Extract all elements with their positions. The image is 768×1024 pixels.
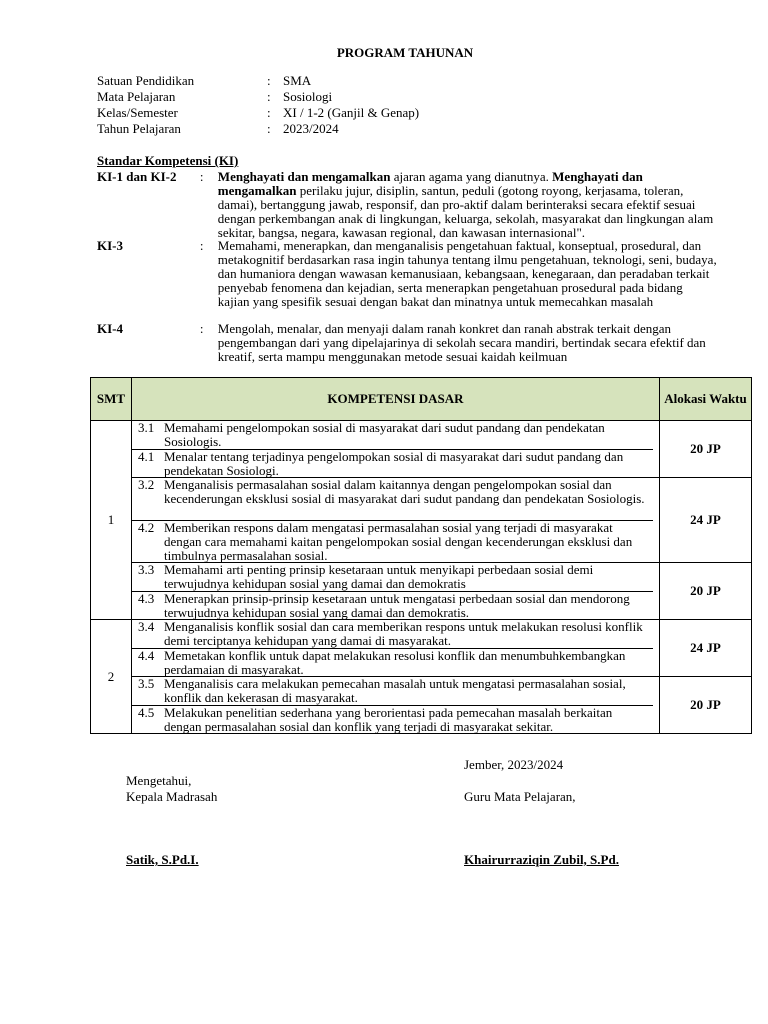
kd-cell xyxy=(132,478,660,563)
principal-title: Kepala Madrasah xyxy=(126,789,218,804)
info-row xyxy=(97,74,419,90)
alokasi-cell: 24 JP xyxy=(660,620,752,677)
table-header-row xyxy=(91,378,752,421)
ki-colon: : xyxy=(199,321,204,336)
identity-info xyxy=(97,74,419,138)
kd-text: Menerapkan prinsip-prinsip kesetaraan untuk mengatasi perbedaan sosial dan mendorong terwujudnya kehidupan sosial yang damai dan demokratis. xyxy=(164,591,630,620)
acknowledged-label: Mengetahui, xyxy=(126,773,192,788)
place-date: Jember, 2023/2024 xyxy=(464,757,564,772)
info-value: XI / 1-2 (Ganjil & Genap) xyxy=(283,105,420,120)
kd-item xyxy=(132,649,653,676)
ki-text: Mengolah, menalar, dan menyaji dalam ranah konkret dan ranah abstrak terkait dengan pengembangan dari yang dipelajarinya di sekolah secara mandiri, bertindak secara efektif dan kreatif, serta mampu menggunakan metode sesuai kaidah keilmuan xyxy=(217,321,706,364)
alokasi-cell: 20 JP xyxy=(660,421,752,478)
kompetensi-dasar-table xyxy=(90,377,752,734)
ki-4 xyxy=(97,322,717,364)
ki-colon: : xyxy=(199,238,204,253)
kd-number: 4.4 xyxy=(138,648,155,663)
kd-number: 4.5 xyxy=(138,705,155,720)
kd-item xyxy=(132,450,653,477)
kd-cell xyxy=(132,421,660,478)
page-title: PROGRAM TAHUNAN xyxy=(336,45,474,60)
info-row xyxy=(97,106,419,122)
kd-item xyxy=(132,421,653,450)
ki-colon: : xyxy=(199,169,204,184)
info-colon: : xyxy=(267,105,271,120)
table-row xyxy=(91,677,752,734)
semester-cell: 1 xyxy=(91,421,132,620)
kd-number: 3.2 xyxy=(138,477,155,492)
kd-text: Menganalisis konflik sosial dan cara memberikan respons untuk melakukan resolusi konflik demi terciptanya kehidupan yang damai di masyarakat. xyxy=(164,619,643,648)
info-label: Tahun Pelajaran xyxy=(97,121,181,136)
ki-1-2 xyxy=(97,170,717,240)
kd-item xyxy=(132,478,653,521)
header-kompetensi-dasar: KOMPETENSI DASAR xyxy=(132,378,660,421)
ki-label: KI-1 dan KI-2 xyxy=(97,169,177,184)
kd-number: 3.3 xyxy=(138,562,155,577)
kd-number: 4.3 xyxy=(138,591,155,606)
ki-text xyxy=(218,170,717,240)
info-row xyxy=(97,122,419,138)
table-row xyxy=(91,421,752,478)
ki-label: KI-4 xyxy=(97,321,123,336)
header-alokasi-waktu: Alokasi Waktu xyxy=(660,378,752,421)
ki-bold-phrase: Menghayati dan mengamalkan xyxy=(217,169,643,198)
kd-item xyxy=(132,620,653,649)
kd-item xyxy=(132,521,653,562)
kd-cell xyxy=(132,563,660,620)
kd-text: Melakukan penelitian sederhana yang berorientasi pada pemecahan masalah berkaitan dengan permasalahan sosial dan konflik yang terjadi di masyarakat sekitar. xyxy=(164,705,613,734)
ki-text: Memahami, menerapkan, dan menganalisis pengetahuan faktual, konseptual, prosedural, dan metakognitif berdasarkan rasa ingin tahunya tentang ilmu pengetahuan, teknologi, seni, budaya, dan humaniora dengan wawasan kemanusiaan, kebangsaan, kenegaraan, dan peradaban terkait penyebab fenomena dan kejadian, serta menerapkan pengetahuan prosedural pada bidang kajian yang spesifik sesuai dengan bakat dan minatnya untuk memecahkan masalah xyxy=(217,238,717,309)
ki-bold-phrase: Menghayati dan mengamalkan xyxy=(217,169,391,184)
info-value: Sosiologi xyxy=(283,89,333,104)
kd-text: Memberikan respons dalam mengatasi permasalahan sosial yang terjadi di masyarakat dengan cara memahami kaitan pengelompokan sosial dengan kecenderungan eksklusi dan timbulnya permasalahan sosial. xyxy=(164,520,633,563)
info-label: Satuan Pendidikan xyxy=(97,73,195,88)
kd-number: 3.5 xyxy=(138,676,155,691)
kd-text: Menganalisis permasalahan sosial dalam kaitannya dengan pengelompokan sosial dan kecenderungan eksklusi sosial di masyarakat dari sudut pandang dan pendekatan Sosiologis. xyxy=(164,477,645,506)
info-colon: : xyxy=(267,121,271,136)
kd-text: Menalar tentang terjadinya pengelompokan sosial di masyarakat dari sudut pandang dan pendekatan Sosiologi. xyxy=(164,449,624,478)
ki-text-part: perilaku jujur, disiplin, santun, peduli (gotong royong, kerjasama, toleran, damai), bertanggung jawab, responsif, dan pro-aktif dalam berinteraksi secara efektif sesuai dengan perkembangan anak di lingkungan, keluarga, sekolah, masyarakat dan lingkungan alam sekitar, bangsa, negara, kawasan regional, dan kawasan internasional". xyxy=(217,183,714,240)
principal-name: Satik, S.Pd.I. xyxy=(126,852,199,867)
alokasi-cell: 20 JP xyxy=(660,563,752,620)
ki-label: KI-3 xyxy=(97,238,123,253)
kd-cell xyxy=(132,677,660,734)
kd-item xyxy=(132,592,653,619)
kd-item xyxy=(132,563,653,592)
alokasi-cell: 20 JP xyxy=(660,677,752,734)
teacher-name: Khairurraziqin Zubil, S.Pd. xyxy=(464,852,619,867)
kd-text: Memahami pengelompokan sosial di masyarakat dari sudut pandang dan pendekatan Sosiologis. xyxy=(164,420,605,449)
teacher-title: Guru Mata Pelajaran, xyxy=(464,789,576,804)
kd-text: Menganalisis cara melakukan pemecahan masalah untuk mengatasi permasalahan sosial, konflik dan kekerasan di masyarakat. xyxy=(164,676,626,705)
kd-number: 3.1 xyxy=(138,420,155,435)
info-value: SMA xyxy=(283,73,312,88)
kd-text: Memetakan konflik untuk dapat melakukan resolusi konflik dan menumbuhkembangkan perdamaian di masyarakat. xyxy=(164,648,626,677)
info-value: 2023/2024 xyxy=(283,121,339,136)
kd-number: 3.4 xyxy=(138,619,155,634)
kd-number: 4.1 xyxy=(138,449,155,464)
alokasi-cell: 24 JP xyxy=(660,478,752,563)
info-label: Kelas/Semester xyxy=(97,105,178,120)
standar-kompetensi-heading: Standar Kompetensi (KI) xyxy=(97,153,239,168)
table-row xyxy=(91,563,752,620)
info-colon: : xyxy=(267,73,271,88)
ki-text-part: ajaran agama yang dianutnya. xyxy=(390,169,553,184)
kd-cell xyxy=(132,620,660,677)
kd-text: Memahami arti penting prinsip kesetaraan untuk menyikapi perbedaan sosial demi terwujudnya kehidupan sosial yang damai dan demokratis xyxy=(164,562,594,591)
kd-number: 4.2 xyxy=(138,520,155,535)
header-smt: SMT xyxy=(91,378,132,421)
info-row xyxy=(97,90,419,106)
ki-3 xyxy=(97,239,717,309)
semester-cell: 2 xyxy=(91,620,132,734)
kd-item xyxy=(132,677,653,706)
table-row xyxy=(91,478,752,563)
table-row xyxy=(91,620,752,677)
info-colon: : xyxy=(267,89,271,104)
info-label: Mata Pelajaran xyxy=(97,89,176,104)
kd-item xyxy=(132,706,653,733)
